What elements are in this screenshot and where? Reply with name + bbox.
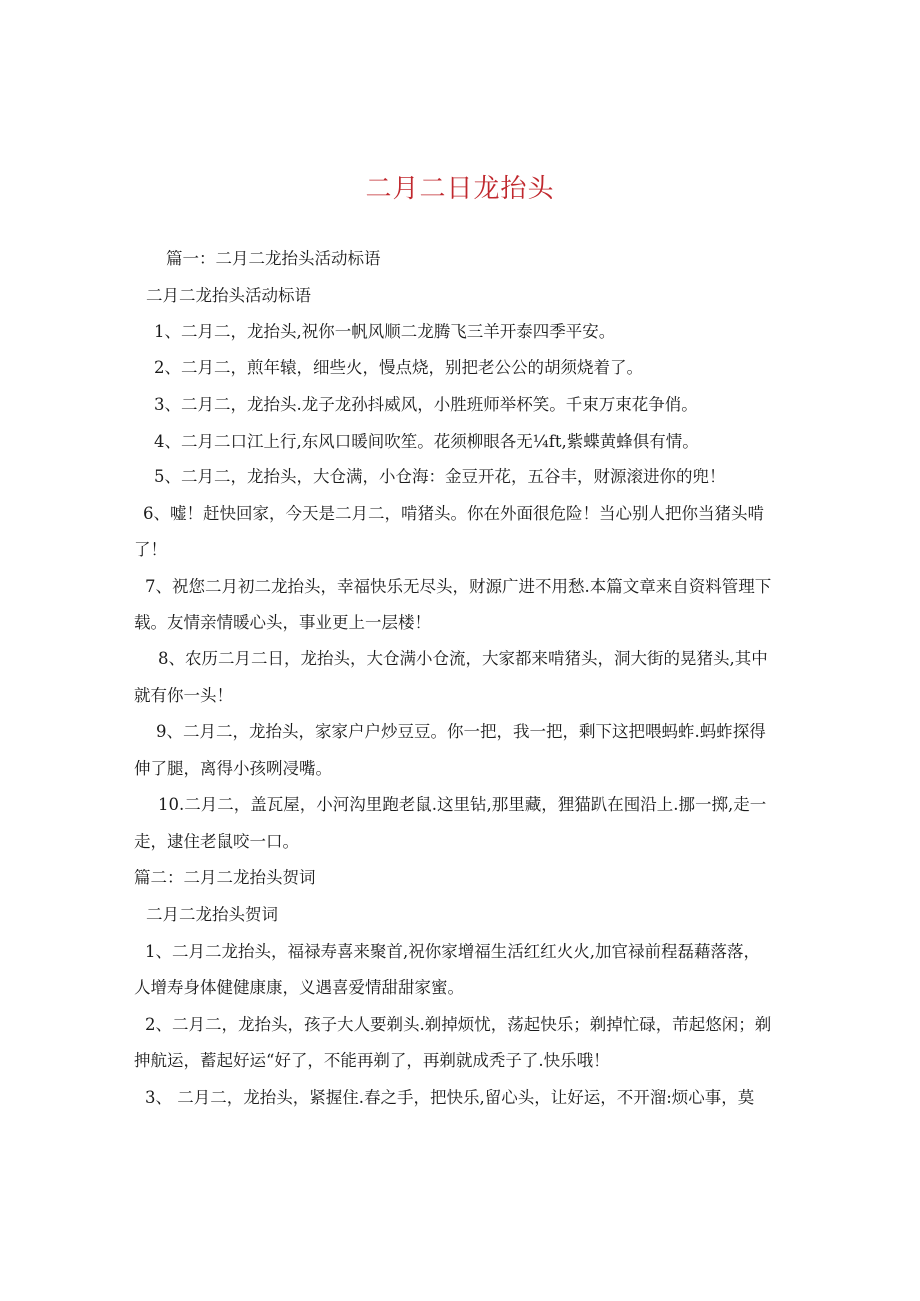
slogan-item-6-line1: 6、嘘！赶快回家，今天是二月二，啃猪头。你在外面很危险！当心别人把你当猪头啃	[143, 504, 764, 523]
section1-heading: 篇一：二月二龙抬头活动标语	[166, 249, 381, 268]
slogan-item-3: 3、二月二，龙抬头.龙子龙孙抖威风，小胜班师举杯笑。千束万束花争俏。	[154, 395, 698, 414]
greeting-item-2-line2: 抻航运，蓄起好运“好了，不能再剃了，再剃就成秃子了.快乐哦！	[134, 1051, 610, 1070]
slogan-item-5: 5、二月二，龙抬头，大仓满，小仓海：金豆开花，五谷丰，财源滚进你的兜！	[154, 467, 726, 486]
slogan-item-8-line1: 8、农历二月二日，龙抬头，大仓满小仓流，大家都来啃猪头，洞大街的晃猪头,其中	[158, 649, 768, 668]
greeting-item-1-line1: 1、二月二龙抬头，福禄寿喜来聚首,祝你家增福生活红红火火,加官禄前程磊藉落落，	[145, 942, 760, 961]
slogan-item-8-line2: 就有你一头！	[134, 686, 233, 705]
slogan-item-10-line2: 走，逮住老鼠咬一口。	[134, 832, 299, 851]
slogan-item-6-line2: 了！	[134, 540, 167, 559]
slogan-item-7-line1: 7、祝您二月初二龙抬头，幸福快乐无尽头，财源广进不用愁.本篇文章来自资料管理下	[145, 577, 772, 596]
slogan-item-10-line1: 10.二月二，盖瓦屋，小河沟里跑老鼠.这里钻,那里藏，狸猫趴在囤沿上.挪一掷,走一	[158, 795, 767, 814]
page-title: 二月二日龙抬头	[365, 174, 555, 204]
section2-heading: 篇二：二月二龙抬头贺词	[134, 868, 316, 887]
slogan-item-4: 4、二月二口江上行,东风口暖间吹笙。花须柳眼各无¼ft,紫蝶黄蜂俱有情。	[154, 432, 699, 451]
section1-subheading: 二月二龙抬头活动标语	[146, 286, 311, 305]
slogan-item-2: 2、二月二，煎年辕，细些火，慢点烧，别把老公公的胡须烧着了。	[154, 358, 643, 377]
section2-subheading: 二月二龙抬头贺词	[146, 905, 278, 924]
greeting-item-3-line1: 3、 二月二，龙抬头，紧握住.春之手，把快乐,留心头，让好运，不开溜:烦心事，莫	[145, 1088, 755, 1107]
greeting-item-2-line1: 2、二月二，龙抬头，孩子大人要剃头.剃掉烦忧，荡起快乐；剃掉忙碌，芾起悠闲；剃	[145, 1015, 772, 1034]
greeting-item-1-line2: 人增寿身体健健康康，义遇喜爱情甜甜家蜜。	[134, 978, 464, 997]
slogan-item-1: 1、二月二，龙抬头,祝你一帆风顺二龙腾飞三羊开泰四季平安。	[154, 322, 616, 341]
slogan-item-7-line2: 载。友情亲情暖心头，事业更上一层楼！	[134, 613, 431, 632]
slogan-item-9-line1: 9、二月二，龙抬头，家家户户炒豆豆。你一把，我一把，剩下这把喂蚂蚱.蚂蚱探得	[156, 722, 766, 741]
slogan-item-9-line2: 伸了腿，离得小孩咧㓎嘴。	[134, 759, 332, 778]
